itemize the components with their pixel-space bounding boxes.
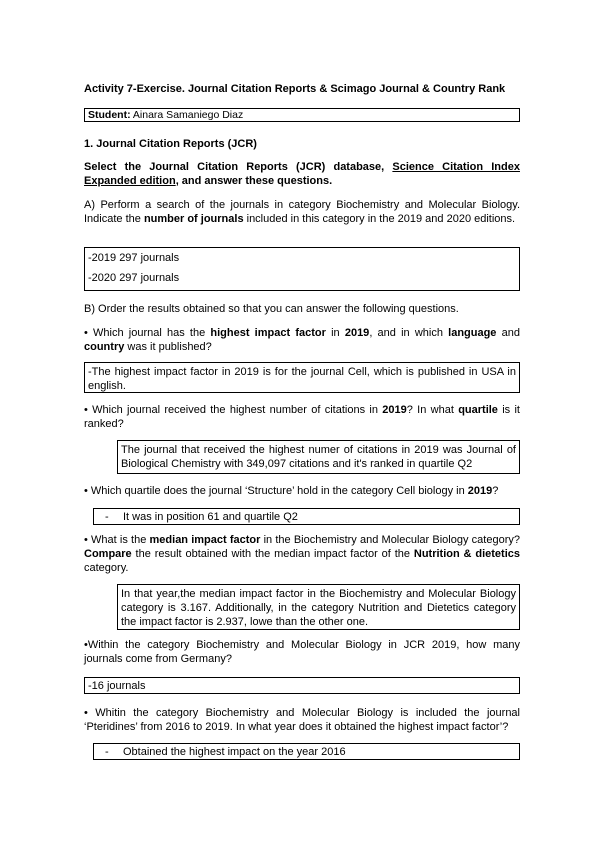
question-4-bold-1: median impact factor	[149, 534, 261, 546]
question-5: •Within the category Biochemistry and Molecular Biology in JCR 2019, how many journals come from Germany?	[84, 639, 520, 665]
student-name: Ainara Samaniego Diaz	[130, 109, 244, 121]
student-box	[84, 108, 520, 122]
answer-2-box	[117, 440, 520, 474]
question-4-text-2: in the Biochemistry and Molecular Biology category?	[260, 534, 520, 546]
intro-instructions	[84, 160, 520, 188]
question-3	[84, 484, 520, 498]
question-3-text-1: • Which quartile does the journal ‘Structure’ hold in the category Cell biology in	[84, 485, 468, 497]
question-4	[84, 533, 520, 575]
question-3-bold-1: 2019	[467, 485, 493, 497]
answer-1-text: -The highest impact factor in 2019 is for the journal Cell, which is published in USA in english.	[88, 366, 516, 392]
question-2-text-1: • Which journal received the highest number of citations in	[84, 404, 383, 416]
question-1-text-4: and	[496, 327, 520, 339]
answer-5-text: -16 journals	[88, 680, 146, 692]
question-1-text-3: , and in which	[369, 327, 449, 339]
question-1-text-2: in	[325, 327, 345, 339]
question-2-text-2: ? In what	[406, 404, 459, 416]
question-2-text-3: is it ranked?	[84, 404, 520, 430]
answer-6-dash: -	[105, 746, 109, 758]
question-a-bold: number of journals	[143, 213, 244, 225]
sci-edition-link[interactable]: Science Citation Index Expanded edition	[84, 161, 520, 187]
question-2-bold-2: quartile	[458, 404, 498, 416]
question-4-bold-2: Compare	[84, 548, 132, 560]
answer-2-text: The journal that received the highest numer of citations in 2019 was Journal of Biological Chemistry with 349,097 citations and it's ranked in quartile Q2	[121, 444, 516, 470]
intro-text-2: , and answer these questions.	[175, 175, 333, 187]
intro-text-1: Select the Journal Citation Reports (JCR) database,	[84, 161, 393, 173]
answer-6-box	[93, 743, 520, 760]
question-4-text-1: • What is the	[84, 534, 150, 546]
answer-4-text: In that year,the median impact factor in the Biochemistry and Molecular Biology category is 3.167. Additionally, in the category Nutrition and Dietetics category the impact factor is 2.937, lowe than the other one.	[121, 588, 516, 628]
question-4-text-4: category.	[84, 562, 129, 574]
question-1-text-5: was it published?	[124, 341, 212, 353]
question-1-bold-1: highest impact factor	[210, 327, 326, 339]
answer-4-box	[117, 584, 520, 630]
question-1	[84, 326, 520, 354]
question-6: • Whitin the category Biochemistry and Molecular Biology is included the journal ‘Pteridines’ from 2016 to 2019. In what year does it obtained the highest impact factor’?	[84, 707, 520, 733]
section-heading-jcr: 1. Journal Citation Reports (JCR)	[84, 138, 257, 150]
question-b: B) Order the results obtained so that you can answer the following questions.	[84, 303, 459, 315]
question-1-bold-4: country	[84, 341, 125, 353]
answer-a-line-2: -2020 297 journals	[88, 272, 180, 284]
answer-1-box	[84, 362, 520, 393]
answer-6-text: Obtained the highest impact on the year 2016	[123, 746, 346, 758]
answer-3-dash: -	[105, 511, 109, 523]
question-3-text-2: ?	[492, 485, 499, 497]
answer-3-text: It was in position 61 and quartile Q2	[123, 511, 298, 523]
question-1-text-1: • Which journal has the	[84, 327, 211, 339]
answer-5-box	[84, 677, 520, 694]
question-1-bold-3: language	[448, 327, 497, 339]
question-a	[84, 198, 520, 226]
question-2-bold-1: 2019	[382, 404, 407, 416]
student-label: Student:	[88, 109, 131, 121]
question-2	[84, 403, 520, 431]
question-4-text-3: the result obtained with the median impact factor of the	[131, 548, 414, 560]
answer-a-box	[84, 247, 520, 291]
question-a-text-2: included in this category in the 2019 and 2020 editions.	[243, 213, 516, 225]
question-a-text-1: A) Perform a search of the journals in category Biochemistry and Molecular Biology. Indicate the	[84, 199, 520, 225]
question-1-bold-2: 2019	[344, 327, 370, 339]
page-title: Activity 7-Exercise. Journal Citation Reports & Scimago Journal & Country Rank	[84, 83, 506, 95]
answer-3-box	[93, 508, 520, 525]
question-4-bold-3: Nutrition & dietetics	[413, 548, 520, 560]
answer-a-line-1: -2019 297 journals	[88, 252, 180, 264]
